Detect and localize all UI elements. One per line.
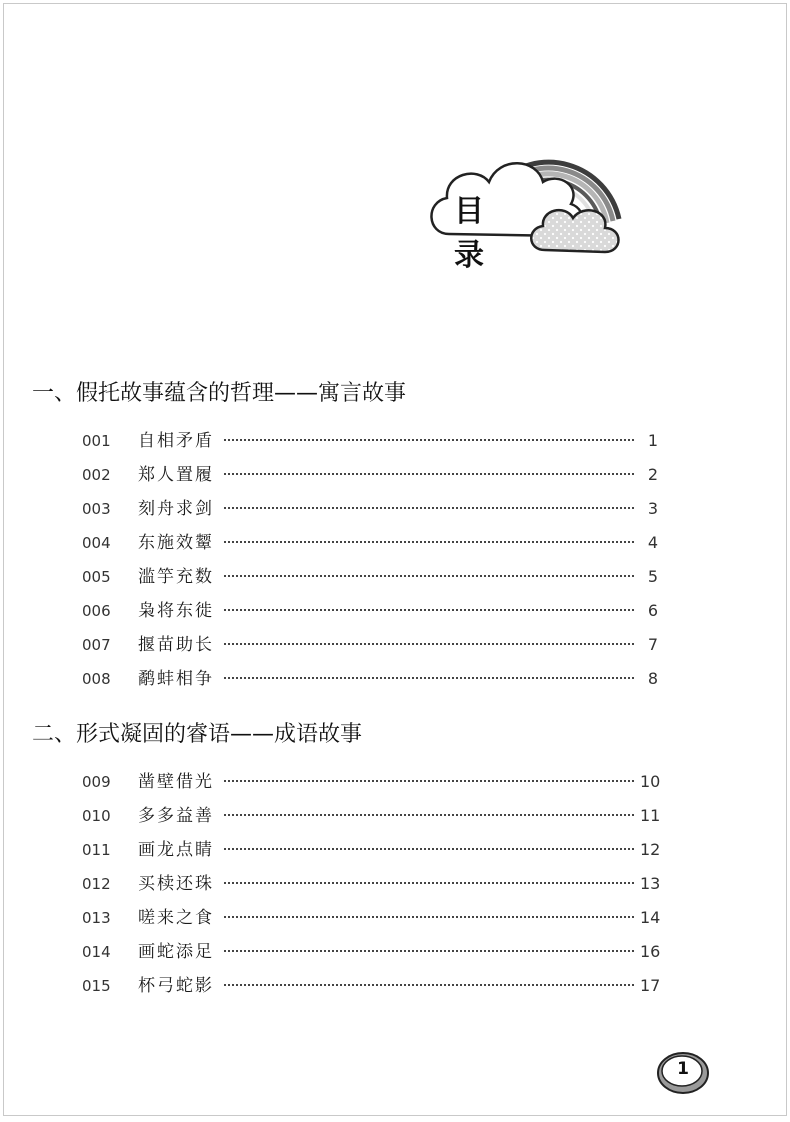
- dot-leader: [224, 916, 634, 918]
- dot-leader: [224, 609, 634, 611]
- entry-title: 枭将东徙: [138, 601, 214, 621]
- entry-title: 买椟还珠: [138, 874, 214, 894]
- toc-entry[interactable]: [82, 765, 661, 799]
- toc-entry[interactable]: [82, 594, 658, 628]
- entry-number: 001: [82, 432, 111, 450]
- dot-leader: [224, 473, 634, 475]
- entry-page: 16: [640, 942, 661, 961]
- entry-title: 画蛇添足: [138, 942, 214, 962]
- entry-number: 007: [82, 636, 111, 654]
- entry-page: 7: [647, 635, 658, 654]
- entry-page: 5: [647, 567, 658, 586]
- entry-number: 013: [82, 909, 111, 927]
- section-heading: 一、假托故事蕴含的哲理——寓言故事: [32, 381, 407, 406]
- entry-page: 6: [647, 601, 658, 620]
- entry-title: 凿壁借光: [138, 772, 214, 792]
- entry-number: 015: [82, 977, 111, 995]
- dot-leader: [224, 780, 634, 782]
- entry-title: 嗟来之食: [138, 908, 214, 928]
- entry-title: 鹬蚌相争: [138, 669, 214, 689]
- entry-title: 揠苗助长: [138, 635, 214, 655]
- entry-page: 2: [647, 465, 658, 484]
- entry-title: 东施效颦: [138, 533, 214, 553]
- dot-leader: [224, 814, 634, 816]
- entry-page: 17: [640, 976, 661, 995]
- entry-title: 刻舟求剑: [138, 499, 214, 519]
- dot-leader: [224, 848, 634, 850]
- entry-number: 011: [82, 841, 111, 859]
- entry-title: 自相矛盾: [138, 431, 214, 451]
- entry-title: 郑人置履: [138, 465, 214, 485]
- entry-page: 11: [640, 806, 661, 825]
- dot-leader: [224, 575, 634, 577]
- section-heading: 二、形式凝固的睿语——成语故事: [32, 722, 363, 747]
- toc-entry[interactable]: [82, 969, 661, 1003]
- toc-entry[interactable]: [82, 628, 658, 662]
- toc-entry[interactable]: [82, 867, 661, 901]
- toc-entry[interactable]: [82, 492, 658, 526]
- toc-entry[interactable]: [82, 935, 661, 969]
- entry-title: 画龙点睛: [138, 840, 214, 860]
- dot-leader: [224, 984, 634, 986]
- entry-page: 3: [647, 499, 658, 518]
- entry-page: 13: [640, 874, 661, 893]
- dot-leader: [224, 439, 634, 441]
- toc-entry[interactable]: [82, 424, 658, 458]
- entry-number: 006: [82, 602, 111, 620]
- toc-entry[interactable]: [82, 799, 661, 833]
- entry-number: 005: [82, 568, 111, 586]
- entry-title: 滥竽充数: [138, 567, 214, 587]
- toc-list: [82, 424, 658, 696]
- entry-number: 010: [82, 807, 111, 825]
- toc-entry[interactable]: [82, 662, 658, 696]
- dot-leader: [224, 882, 634, 884]
- entry-number: 002: [82, 466, 111, 484]
- page-title: 目 录: [454, 194, 498, 273]
- entry-number: 014: [82, 943, 111, 961]
- toc-entry[interactable]: [82, 560, 658, 594]
- entry-page: 10: [640, 772, 661, 791]
- entry-page: 1: [647, 431, 658, 450]
- entry-title: 多多益善: [138, 806, 214, 826]
- toc-list: [82, 765, 661, 1003]
- entry-number: 004: [82, 534, 111, 552]
- entry-page: 8: [647, 669, 658, 688]
- entry-number: 008: [82, 670, 111, 688]
- entry-page: 4: [647, 533, 658, 552]
- page-number: 1: [677, 1059, 689, 1079]
- toc-entry[interactable]: [82, 526, 658, 560]
- dot-leader: [224, 677, 634, 679]
- dot-leader: [224, 541, 634, 543]
- entry-page: 12: [640, 840, 661, 859]
- dot-leader: [224, 950, 634, 952]
- toc-entry[interactable]: [82, 833, 661, 867]
- entry-page: 14: [640, 908, 661, 927]
- entry-title: 杯弓蛇影: [138, 976, 214, 996]
- entry-number: 003: [82, 500, 111, 518]
- entry-number: 009: [82, 773, 111, 791]
- toc-entry[interactable]: [82, 458, 658, 492]
- document-page: [3, 3, 787, 1116]
- dot-leader: [224, 507, 634, 509]
- entry-number: 012: [82, 875, 111, 893]
- toc-entry[interactable]: [82, 901, 661, 935]
- dot-leader: [224, 643, 634, 645]
